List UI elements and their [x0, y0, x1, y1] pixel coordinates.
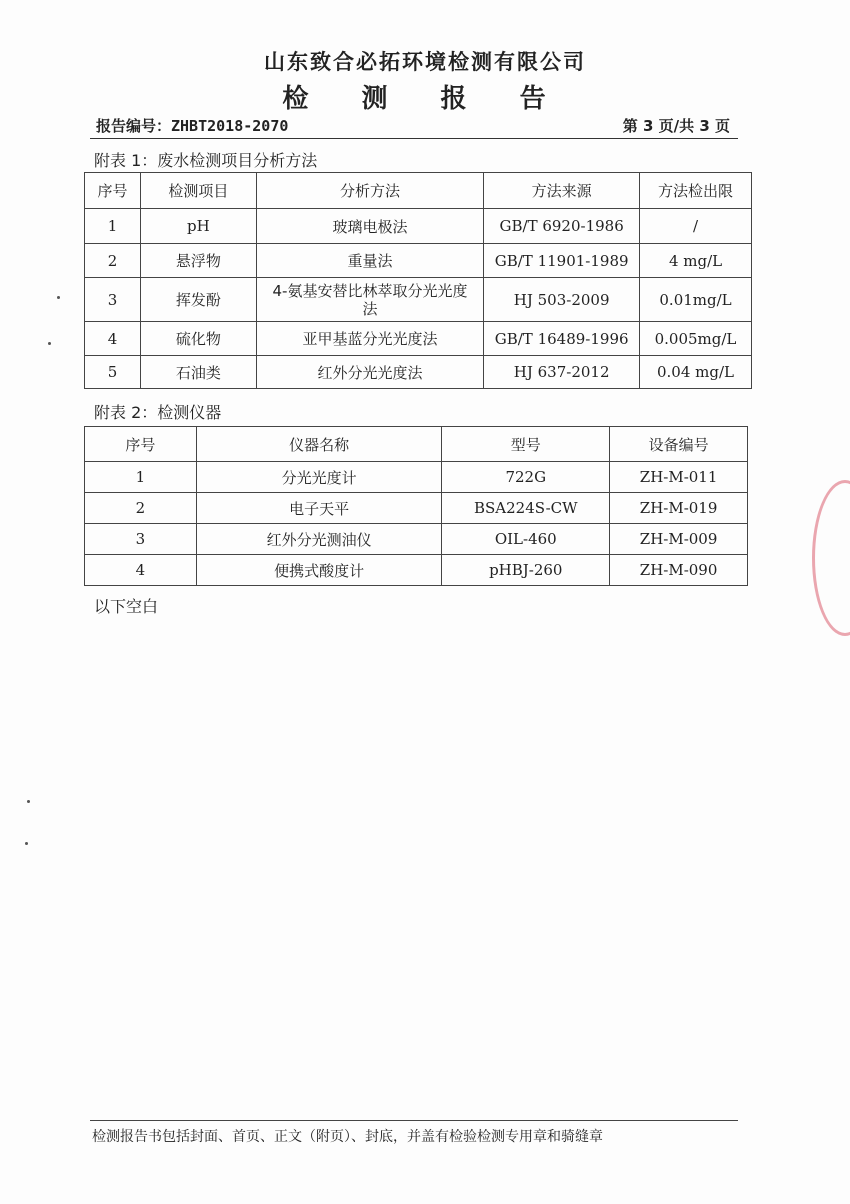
- table-row: [85, 322, 752, 356]
- table-cell: 亚甲基蓝分光光度法: [256, 322, 484, 356]
- document-title: 检 测 报 告: [282, 84, 568, 114]
- scan-speck: [27, 800, 30, 803]
- col-header: 方法检出限: [640, 173, 752, 209]
- scan-speck: [25, 842, 28, 845]
- table-cell: GB/T 11901-1989: [484, 244, 640, 278]
- table-cell: pHBJ-260: [442, 555, 610, 586]
- table-cell: ZH-M-011: [610, 462, 748, 493]
- table-cell: BSA224S-CW: [442, 493, 610, 524]
- table-cell: 3: [85, 524, 197, 555]
- table-row: [85, 555, 748, 586]
- col-header: 序号: [85, 427, 197, 462]
- table-cell: 玻璃电极法: [256, 209, 484, 244]
- table-row: [85, 356, 752, 389]
- page-number: 第 3 页/共 3 页: [622, 117, 730, 135]
- table-row: [85, 493, 748, 524]
- table-cell: 4-氨基安替比林萃取分光光度法: [256, 278, 484, 322]
- table-cell: 红外分光测油仪: [196, 524, 442, 555]
- company-name: 山东致合必拓环境检测有限公司: [264, 50, 586, 74]
- table-cell: 0.01mg/L: [640, 278, 752, 322]
- col-header: 仪器名称: [196, 427, 442, 462]
- table-cell: 分光光度计: [196, 462, 442, 493]
- table-cell: 红外分光光度法: [256, 356, 484, 389]
- table-cell: 硫化物: [140, 322, 256, 356]
- table-cell: 悬浮物: [140, 244, 256, 278]
- table-row: [85, 524, 748, 555]
- table-cell: HJ 637-2012: [484, 356, 640, 389]
- table-cell: 3: [85, 278, 141, 322]
- table-row: [85, 209, 752, 244]
- table-cell: HJ 503-2009: [484, 278, 640, 322]
- scan-speck: [57, 296, 60, 299]
- report-number: 报告编号：ZHBT2018-2070: [96, 117, 289, 135]
- col-header: 序号: [85, 173, 141, 209]
- table-cell: 1: [85, 209, 141, 244]
- table2-caption: 附表 2：检测仪器: [94, 403, 222, 422]
- table-row: [85, 462, 748, 493]
- table-cell: GB/T 16489-1996: [484, 322, 640, 356]
- table-cell: ZH-M-009: [610, 524, 748, 555]
- table-cell: 4 mg/L: [640, 244, 752, 278]
- table-cell: 1: [85, 462, 197, 493]
- table-cell: 0.04 mg/L: [640, 356, 752, 389]
- table-cell: /: [640, 209, 752, 244]
- footer-divider: [90, 1120, 738, 1121]
- table-row: [85, 244, 752, 278]
- table-cell: 5: [85, 356, 141, 389]
- table-cell: 重量法: [256, 244, 484, 278]
- table-cell: 2: [85, 244, 141, 278]
- col-header: 检测项目: [140, 173, 256, 209]
- col-header: 设备编号: [610, 427, 748, 462]
- header-divider: [90, 138, 738, 139]
- table1-caption: 附表 1：废水检测项目分析方法: [94, 151, 318, 170]
- table-cell: 电子天平: [196, 493, 442, 524]
- table-cell: 石油类: [140, 356, 256, 389]
- table-cell: 挥发酚: [140, 278, 256, 322]
- blank-below-note: 以下空白: [94, 597, 159, 616]
- col-header: 分析方法: [256, 173, 484, 209]
- scan-speck: [48, 342, 51, 345]
- table-cell: 2: [85, 493, 197, 524]
- table-cell: ZH-M-090: [610, 555, 748, 586]
- table-cell: 便携式酸度计: [196, 555, 442, 586]
- col-header: 方法来源: [484, 173, 640, 209]
- table-cell: 4: [85, 555, 197, 586]
- col-header: 型号: [442, 427, 610, 462]
- instrument-table: [84, 426, 748, 586]
- table-cell: pH: [140, 209, 256, 244]
- table-cell: 4: [85, 322, 141, 356]
- table-cell: OIL-460: [442, 524, 610, 555]
- footer-note: 检测报告书包括封面、首页、正文（附页）、封底，并盖有检验检测专用章和骑缝章: [92, 1129, 603, 1145]
- table-cell: ZH-M-019: [610, 493, 748, 524]
- analysis-method-table: [84, 172, 752, 389]
- table-cell: 722G: [442, 462, 610, 493]
- table-cell: 0.005mg/L: [640, 322, 752, 356]
- table-cell: GB/T 6920-1986: [484, 209, 640, 244]
- table-row: [85, 278, 752, 322]
- table-header-row: [85, 427, 748, 462]
- seal-stamp-fragment: [812, 480, 850, 636]
- table-header-row: [85, 173, 752, 209]
